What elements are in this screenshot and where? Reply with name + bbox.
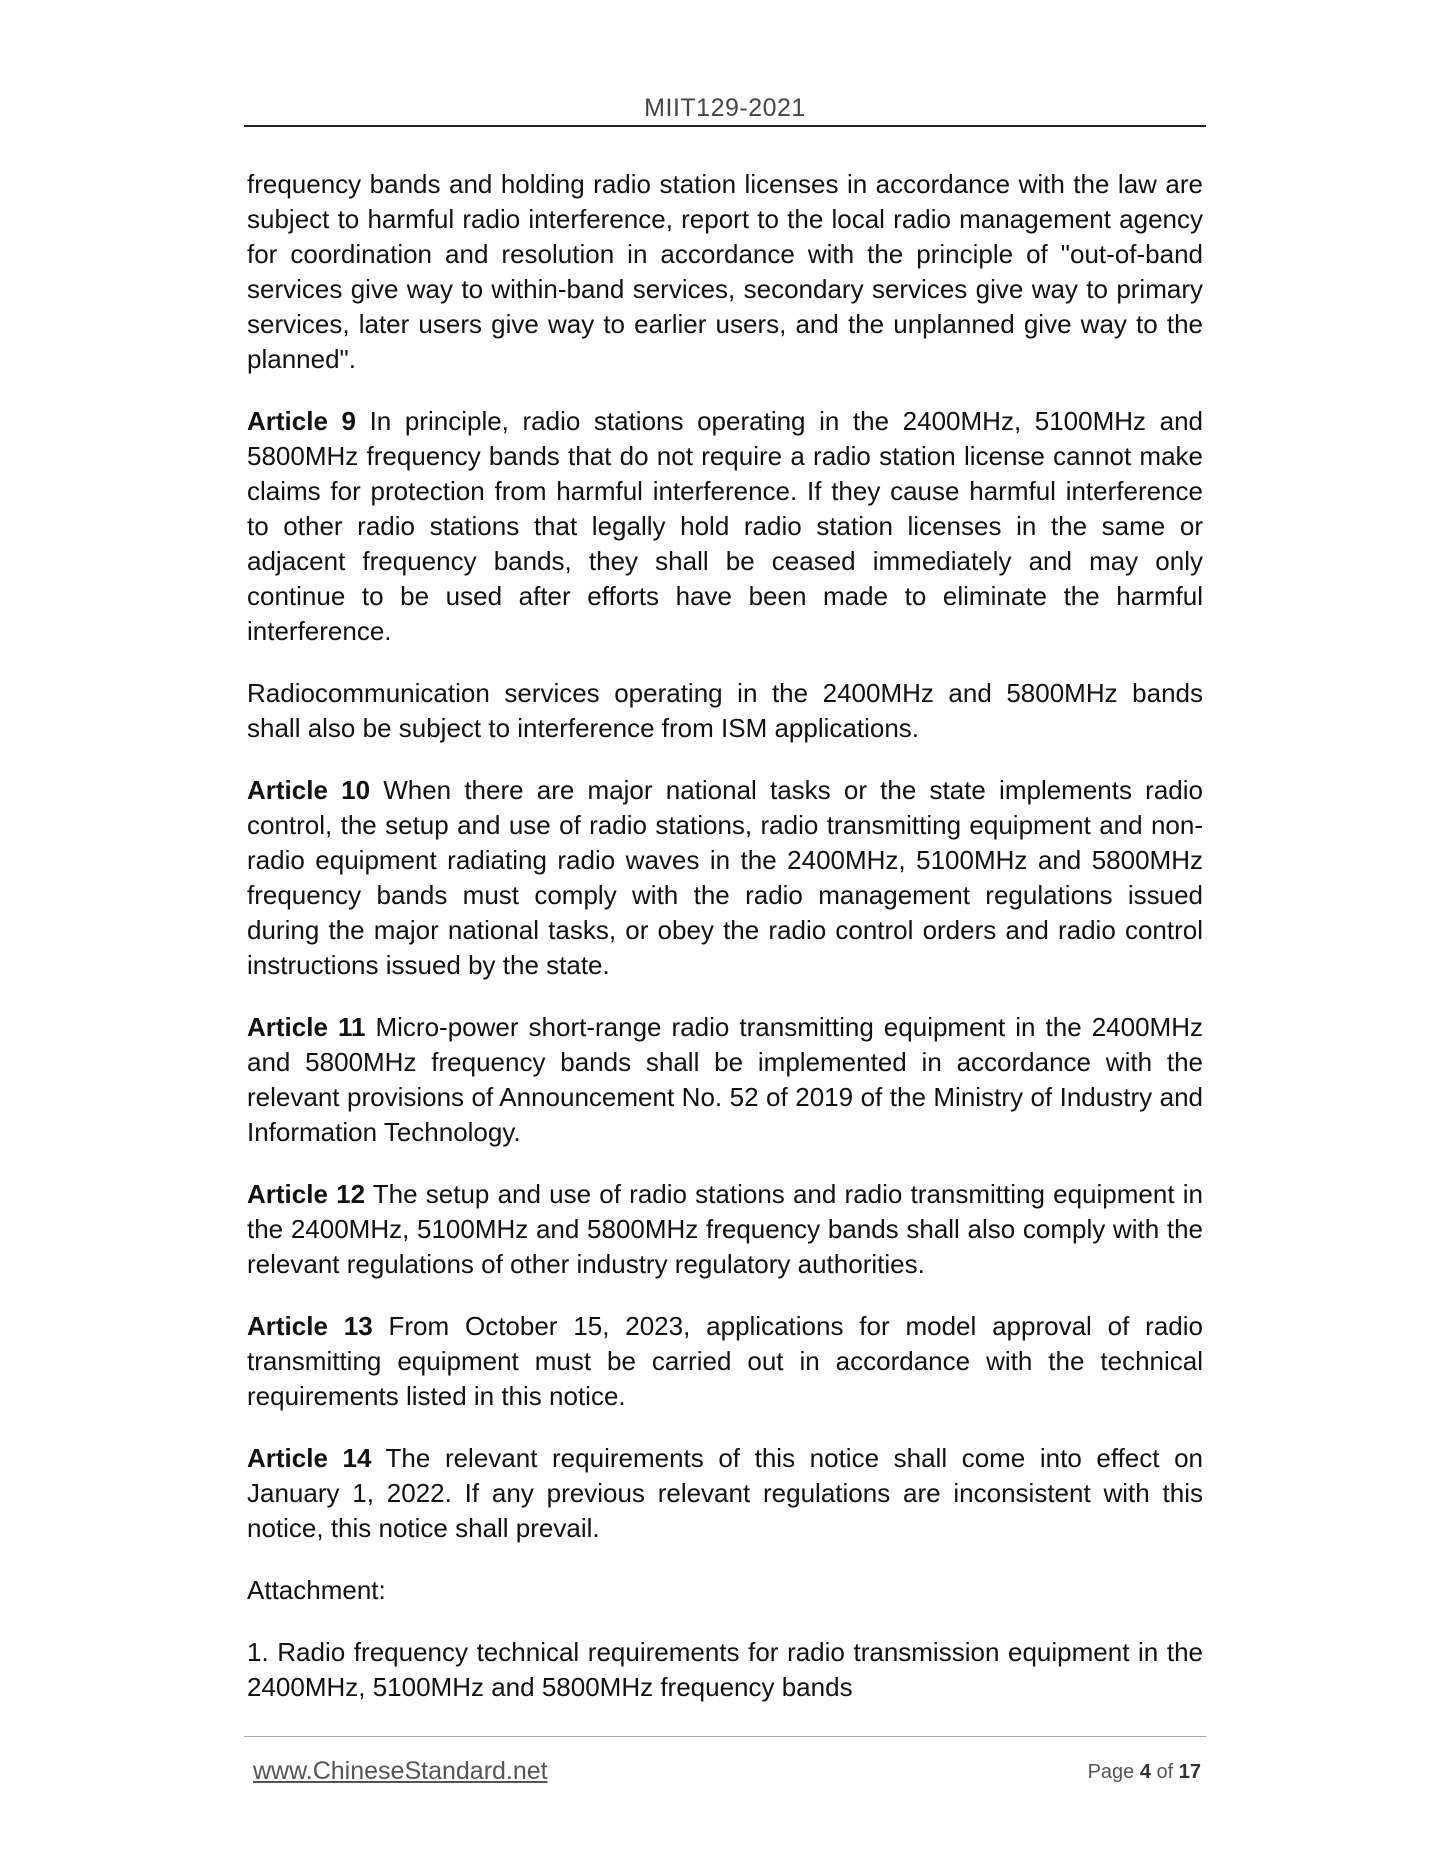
header-divider <box>244 125 1206 127</box>
page-word: Page <box>1087 1761 1140 1783</box>
article-14-label: Article 14 <box>247 1443 372 1473</box>
article-11-paragraph <box>247 1010 1203 1150</box>
article-9-note-paragraph: Radiocommunication services operating in the 2400MHz and 5800MHz bands shall also be subject to interference from ISM applications. <box>247 678 1203 743</box>
website-link[interactable]: www.ChineseStandard.net <box>253 1757 548 1785</box>
article-11-label: Article 11 <box>247 1012 366 1042</box>
article-11-text: Micro-power short-range radio transmitting equipment in the 2400MHz and 5800MHz frequency bands shall be implemented in accordance with the relevant provisions of Announcement No. 52 of 2019 of the Ministry of Industry and Information Technology. <box>247 1012 1203 1147</box>
article-14-paragraph <box>247 1441 1203 1546</box>
document-body <box>247 167 1203 1732</box>
article-12-paragraph <box>247 1177 1203 1282</box>
article-10-paragraph <box>247 773 1203 983</box>
article-9-text: In principle, radio stations operating in the 2400MHz, 5100MHz and 5800MHz frequency bands that do not require a radio station license cannot make claims for protection from harmful interference. If they cause harmful interference to other radio stations that legally hold radio station licenses in the same or adjacent frequency bands, they shall be ceased immediately and may only continue to be used after efforts have been made to eliminate the harmful interference. <box>247 406 1204 646</box>
article-12-label: Article 12 <box>247 1179 366 1209</box>
document-code-header: MIIT129-2021 <box>644 94 806 122</box>
footer-divider <box>244 1736 1206 1737</box>
page-of-word: of <box>1150 1761 1179 1783</box>
article-9-paragraph <box>247 404 1203 649</box>
article-10-text: When there are major national tasks or the state implements radio control, the setup and use of radio stations, radio transmitting equipment and non-radio equipment radiating radio waves in the 2400MHz, 5100MHz and 5800MHz frequency bands must comply with the radio management regulations issued during the major national tasks, or obey the radio control orders and radio control instructions issued by the state. <box>247 775 1203 980</box>
article-14-text: The relevant requirements of this notice shall come into effect on January 1, 2022. If any previous relevant regulations are inconsistent with this notice, this notice shall prevail. <box>247 1443 1203 1543</box>
attachment-item-1: 1. Radio frequency technical requirements for radio transmission equipment in the 2400MHz, 5100MHz and 5800MHz frequency bands <box>247 1637 1203 1702</box>
intro-paragraph: frequency bands and holding radio station licenses in accordance with the law are subject to harmful radio interference, report to the local radio management agency for coordination and resolution in accordance with the principle of "out-of-band services give way to within-band services, secondary services give way to primary services, later users give way to earlier users, and the unplanned give way to the planned". <box>247 169 1203 374</box>
current-page-number: 4 <box>1139 1761 1151 1783</box>
article-9-label: Article 9 <box>247 406 356 436</box>
article-13-text: From October 15, 2023, applications for model approval of radio transmitting equipment must be carried out in accordance with the technical requirements listed in this notice. <box>247 1311 1203 1411</box>
article-12-text: The setup and use of radio stations and radio transmitting equipment in the 2400MHz, 5100MHz and 5800MHz frequency bands shall also comply with the relevant regulations of other industry regulatory authorities. <box>247 1179 1203 1279</box>
article-13-paragraph <box>247 1309 1203 1414</box>
article-10-label: Article 10 <box>247 775 371 805</box>
article-13-label: Article 13 <box>247 1311 373 1341</box>
attachment-heading: Attachment: <box>247 1575 386 1605</box>
page-indicator <box>1088 1761 1201 1784</box>
total-pages-number: 17 <box>1178 1761 1201 1783</box>
